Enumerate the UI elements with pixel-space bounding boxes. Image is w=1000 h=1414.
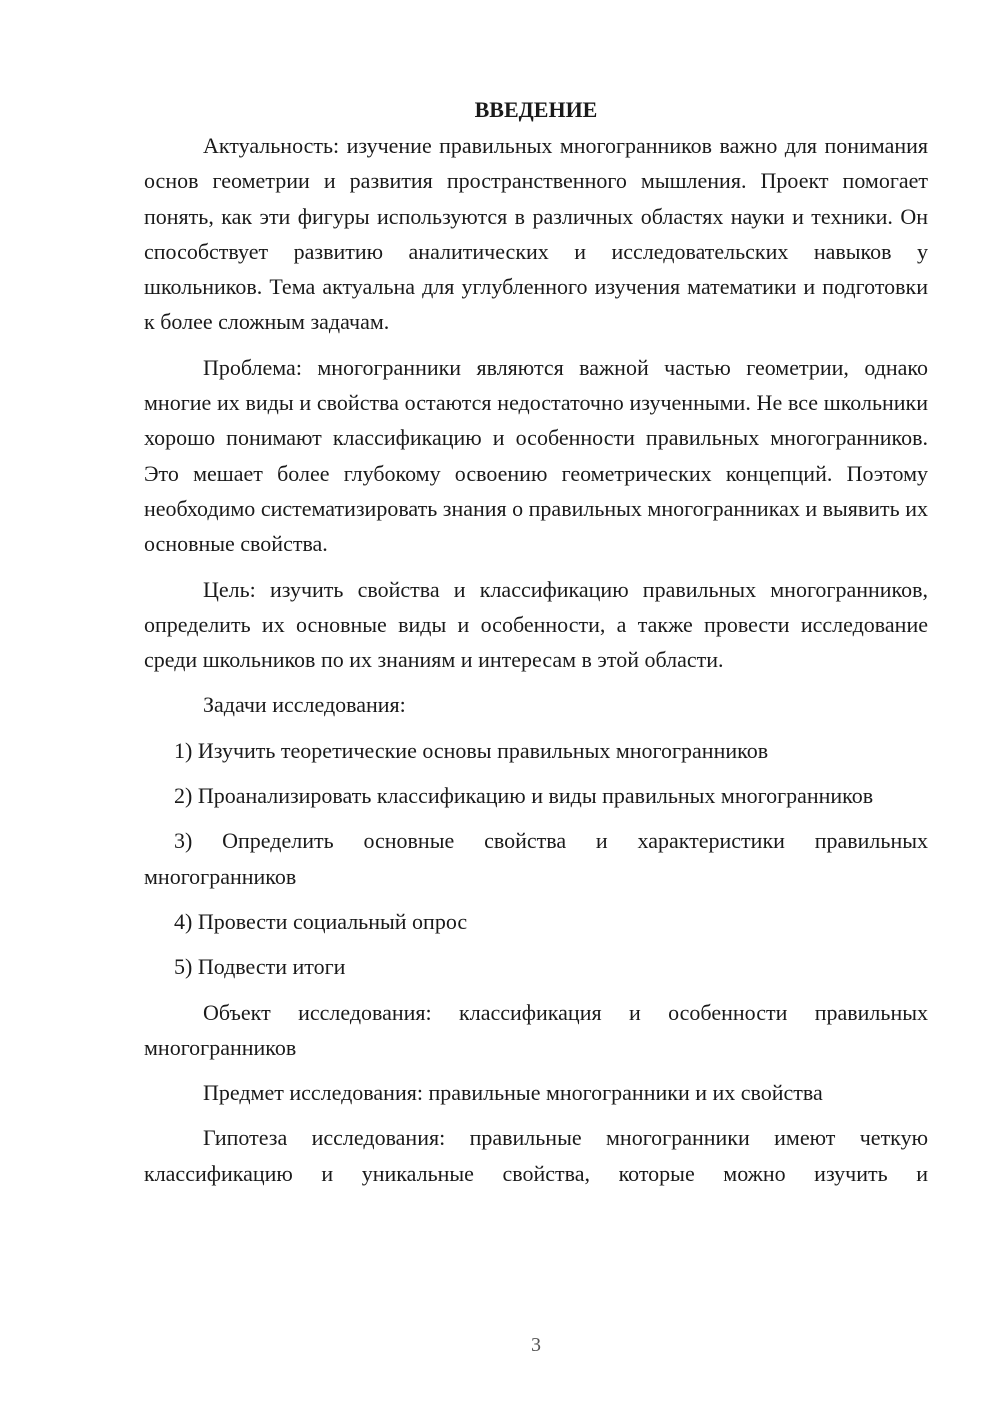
task-item: 4) Провести социальный опрос: [174, 908, 468, 934]
goal-paragraph: Цель: изучить свойства и классификацию правильных многогранников, определить их основные виды и особенности, а также провести исследование среди школьников по их знаниям и интересам в этой области.: [144, 576, 928, 673]
section-heading: ВВЕДЕНИЕ: [474, 97, 598, 122]
task-item: 5) Подвести итоги: [174, 954, 346, 980]
document-page: [144, 94, 928, 1201]
problem-paragraph: Проблема: многогранники являются важной частью геометрии, однако многие их виды и свойства остаются недостаточно изученными. Не все школьники хорошо понимают классификацию и особенности правильных многогранников. Это мешает более глубокому освоению геометрических концепций. Поэтому необходимо систематизировать знания о правильных многогранниках и выявить их основные свойства.: [144, 354, 928, 557]
tasks-title: Задачи исследования:: [203, 692, 406, 718]
page-number: 3: [531, 1334, 541, 1356]
relevance-paragraph: Актуальность: изучение правильных многогранников важно для понимания основ геометрии и развития пространственного мышления. Проект помогает понять, как эти фигуры используются в различных областях науки и техники. Он способствует развитию аналитических и исследовательских навыков у школьников. Тема актуальна для углубленного изучения математики и подготовки к более сложным задачам.: [144, 133, 928, 335]
hypothesis-paragraph: Гипотеза исследования: правильные многогранники имеют четкую классификацию и уникальные свойства, которые можно изучить и: [144, 1125, 928, 1186]
task-item: 2) Проанализировать классификацию и виды правильных многогранников: [174, 783, 874, 809]
subject-paragraph: Предмет исследования: правильные многогранники и их свойства: [203, 1080, 823, 1106]
task-item: 3) Определить основные свойства и характеристики правильных многогранников: [144, 828, 928, 889]
object-paragraph: Объект исследования: классификация и особенности правильных многогранников: [144, 999, 928, 1060]
task-item: 1) Изучить теоретические основы правильных многогранников: [174, 737, 769, 763]
